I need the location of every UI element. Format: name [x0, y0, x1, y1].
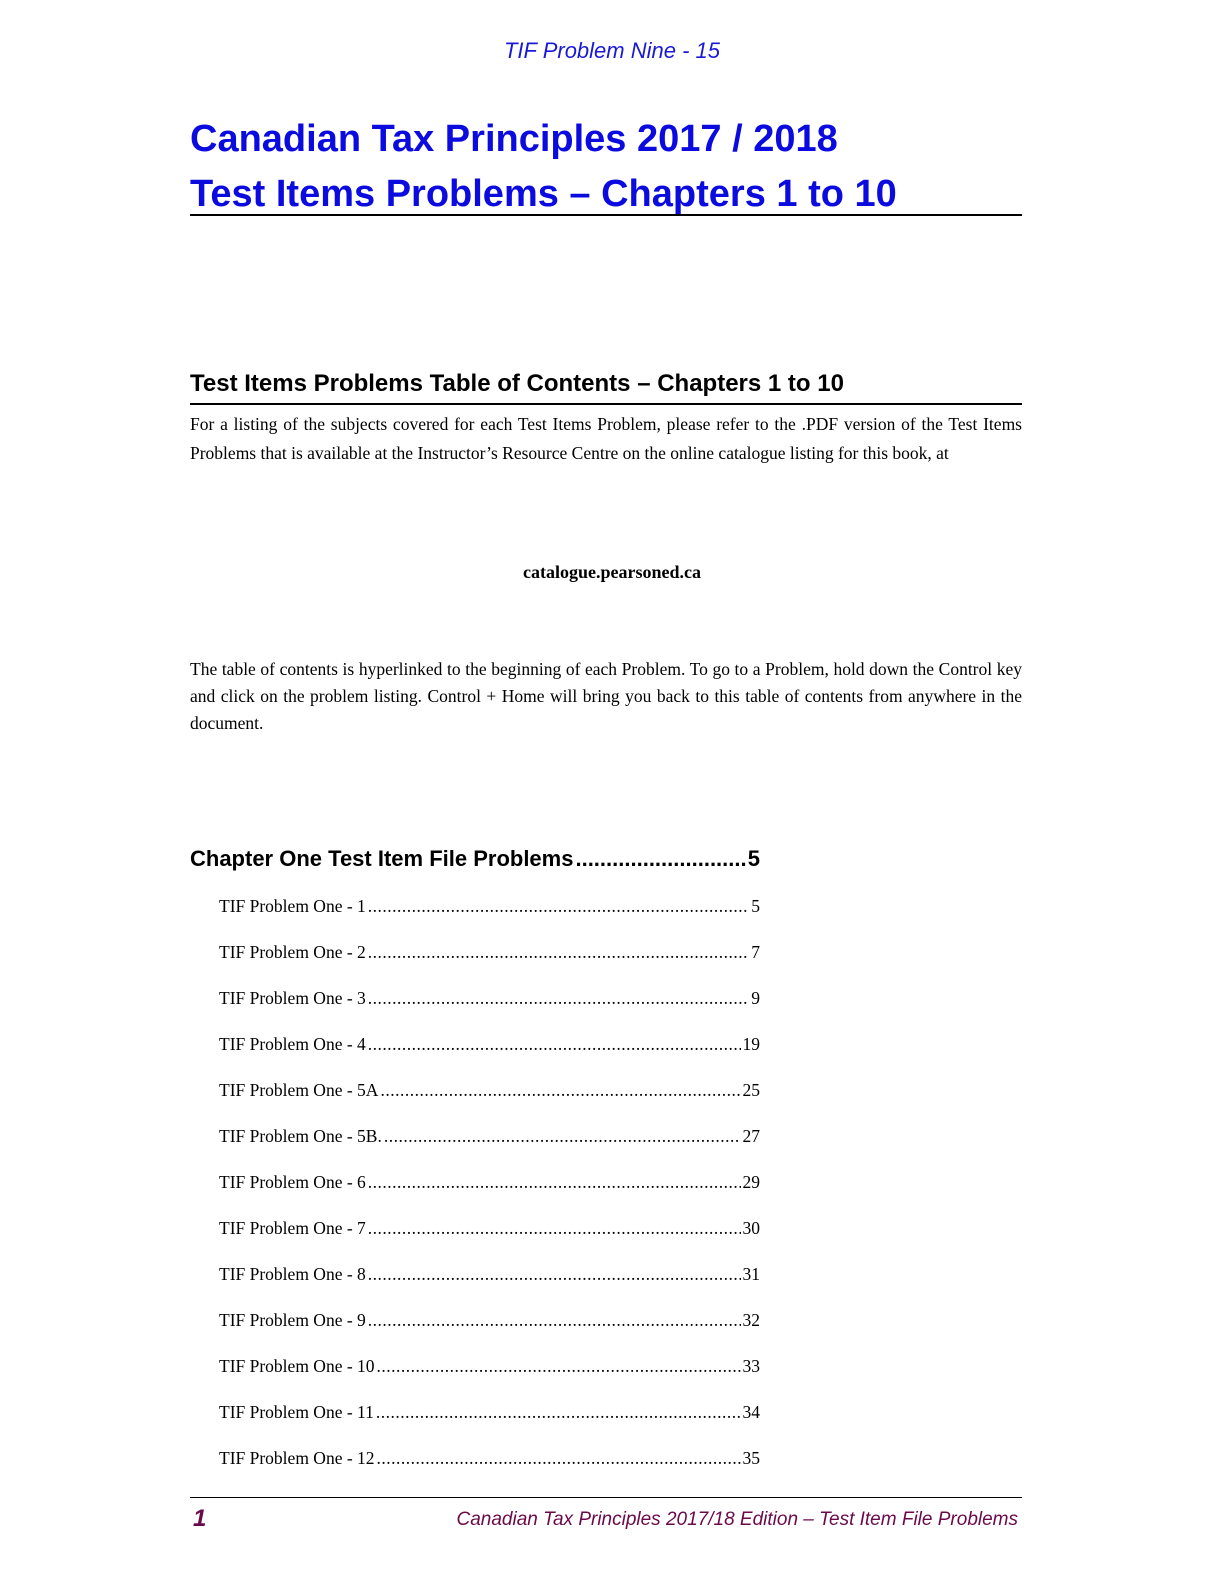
- toc-leader-dots: [575, 846, 745, 872]
- toc-entry-page: 32: [742, 1310, 760, 1330]
- toc-entry-page: 35: [742, 1448, 760, 1468]
- toc-leader-dots: [368, 1264, 741, 1285]
- toc-entry[interactable]: [219, 1218, 760, 1264]
- toc-heading: Test Items Problems Table of Contents – Chapters 1 to 10: [190, 370, 844, 397]
- hyperlink-instructions-paragraph: The table of contents is hyperlinked to the beginning of each Problem. To go to a Problem, hold down the Control key and click on the problem listing. Control + Home will bring you back to this table of contents from anywhere in the document.: [190, 659, 1022, 733]
- toc-entry-page: 5: [751, 896, 760, 916]
- toc-leader-dots: [368, 896, 749, 917]
- toc-entry[interactable]: [219, 1264, 760, 1310]
- toc-leader-dots: [368, 942, 749, 963]
- running-head: TIF Problem Nine - 15: [503, 38, 720, 63]
- toc-leader-dots: [384, 1126, 741, 1147]
- toc-entry-label: TIF Problem One - 7: [219, 1218, 366, 1238]
- footer-divider: [190, 1497, 1022, 1498]
- toc-entry-label: TIF Problem One - 8: [219, 1264, 366, 1284]
- toc-entry[interactable]: [219, 1356, 760, 1402]
- toc-entry-page: 9: [751, 988, 760, 1008]
- toc-entry-label: TIF Problem One - 10: [219, 1356, 375, 1376]
- toc-chapter-page: 5: [747, 846, 760, 871]
- toc-entry-page: 31: [742, 1264, 760, 1284]
- toc-entry-label: TIF Problem One - 6: [219, 1172, 366, 1192]
- toc-entry-label: TIF Problem One - 5B.: [219, 1126, 382, 1146]
- page-number: 1: [193, 1505, 207, 1532]
- toc-entry-page: 33: [742, 1356, 760, 1376]
- toc-entry-label: TIF Problem One - 1: [219, 896, 366, 916]
- toc-entry-label: TIF Problem One - 9: [219, 1310, 366, 1330]
- toc-chapter-label: Chapter One Test Item File Problems: [190, 846, 574, 871]
- toc-leader-dots: [377, 1356, 741, 1377]
- toc-leader-dots: [368, 1172, 741, 1193]
- toc-leader-dots: [368, 1218, 741, 1239]
- intro-paragraph: For a listing of the subjects covered for each Test Items Problem, please refer to the .PDF version of the Test Items Problems that is available at the Instructor’s Resource Centre on the online catalogue listing for this book, at: [190, 414, 1022, 463]
- document-title: [190, 112, 1022, 222]
- toc-chapter-entry[interactable]: [190, 846, 760, 872]
- toc-entry-page: 19: [742, 1034, 760, 1054]
- toc-leader-dots: [376, 1402, 741, 1423]
- toc-entry-page: 25: [742, 1080, 760, 1100]
- toc-entry[interactable]: [219, 942, 760, 988]
- toc-entry-label: TIF Problem One - 4: [219, 1034, 366, 1054]
- toc-list: [219, 896, 760, 1494]
- toc-entry-label: TIF Problem One - 2: [219, 942, 366, 962]
- toc-leader-dots: [377, 1448, 741, 1469]
- toc-entry-label: TIF Problem One - 11: [219, 1402, 374, 1422]
- toc-entry-page: 27: [742, 1126, 760, 1146]
- toc-entry[interactable]: [219, 896, 760, 942]
- toc-entry[interactable]: [219, 1402, 760, 1448]
- title-line-2: Test Items Problems – Chapters 1 to 10: [190, 173, 897, 215]
- toc-leader-dots: [368, 1034, 741, 1055]
- toc-entry[interactable]: [219, 988, 760, 1034]
- footer-text: Canadian Tax Principles 2017/18 Edition – Test Item File Problems: [456, 1509, 1018, 1530]
- toc-entry[interactable]: [219, 1448, 760, 1494]
- toc-entry[interactable]: [219, 1310, 760, 1356]
- toc-leader-dots: [368, 1310, 741, 1331]
- toc-entry[interactable]: [219, 1126, 760, 1172]
- toc-entry[interactable]: [219, 1034, 760, 1080]
- toc-entry-page: 7: [751, 942, 760, 962]
- catalogue-url[interactable]: catalogue.pearsoned.ca: [523, 562, 701, 582]
- toc-entry-label: TIF Problem One - 3: [219, 988, 366, 1008]
- toc-entry-page: 29: [742, 1172, 760, 1192]
- toc-heading-divider: [190, 403, 1022, 405]
- toc-entry[interactable]: [219, 1172, 760, 1218]
- toc-entry-page: 34: [742, 1402, 760, 1422]
- toc-leader-dots: [380, 1080, 740, 1101]
- title-line-1: Canadian Tax Principles 2017 / 2018: [190, 118, 838, 160]
- toc-entry-label: TIF Problem One - 5A: [219, 1080, 379, 1100]
- title-divider: [190, 214, 1022, 216]
- toc-entry[interactable]: [219, 1080, 760, 1126]
- toc-entry-page: 30: [742, 1218, 760, 1238]
- toc-entry-label: TIF Problem One - 12: [219, 1448, 375, 1468]
- toc-leader-dots: [368, 988, 749, 1009]
